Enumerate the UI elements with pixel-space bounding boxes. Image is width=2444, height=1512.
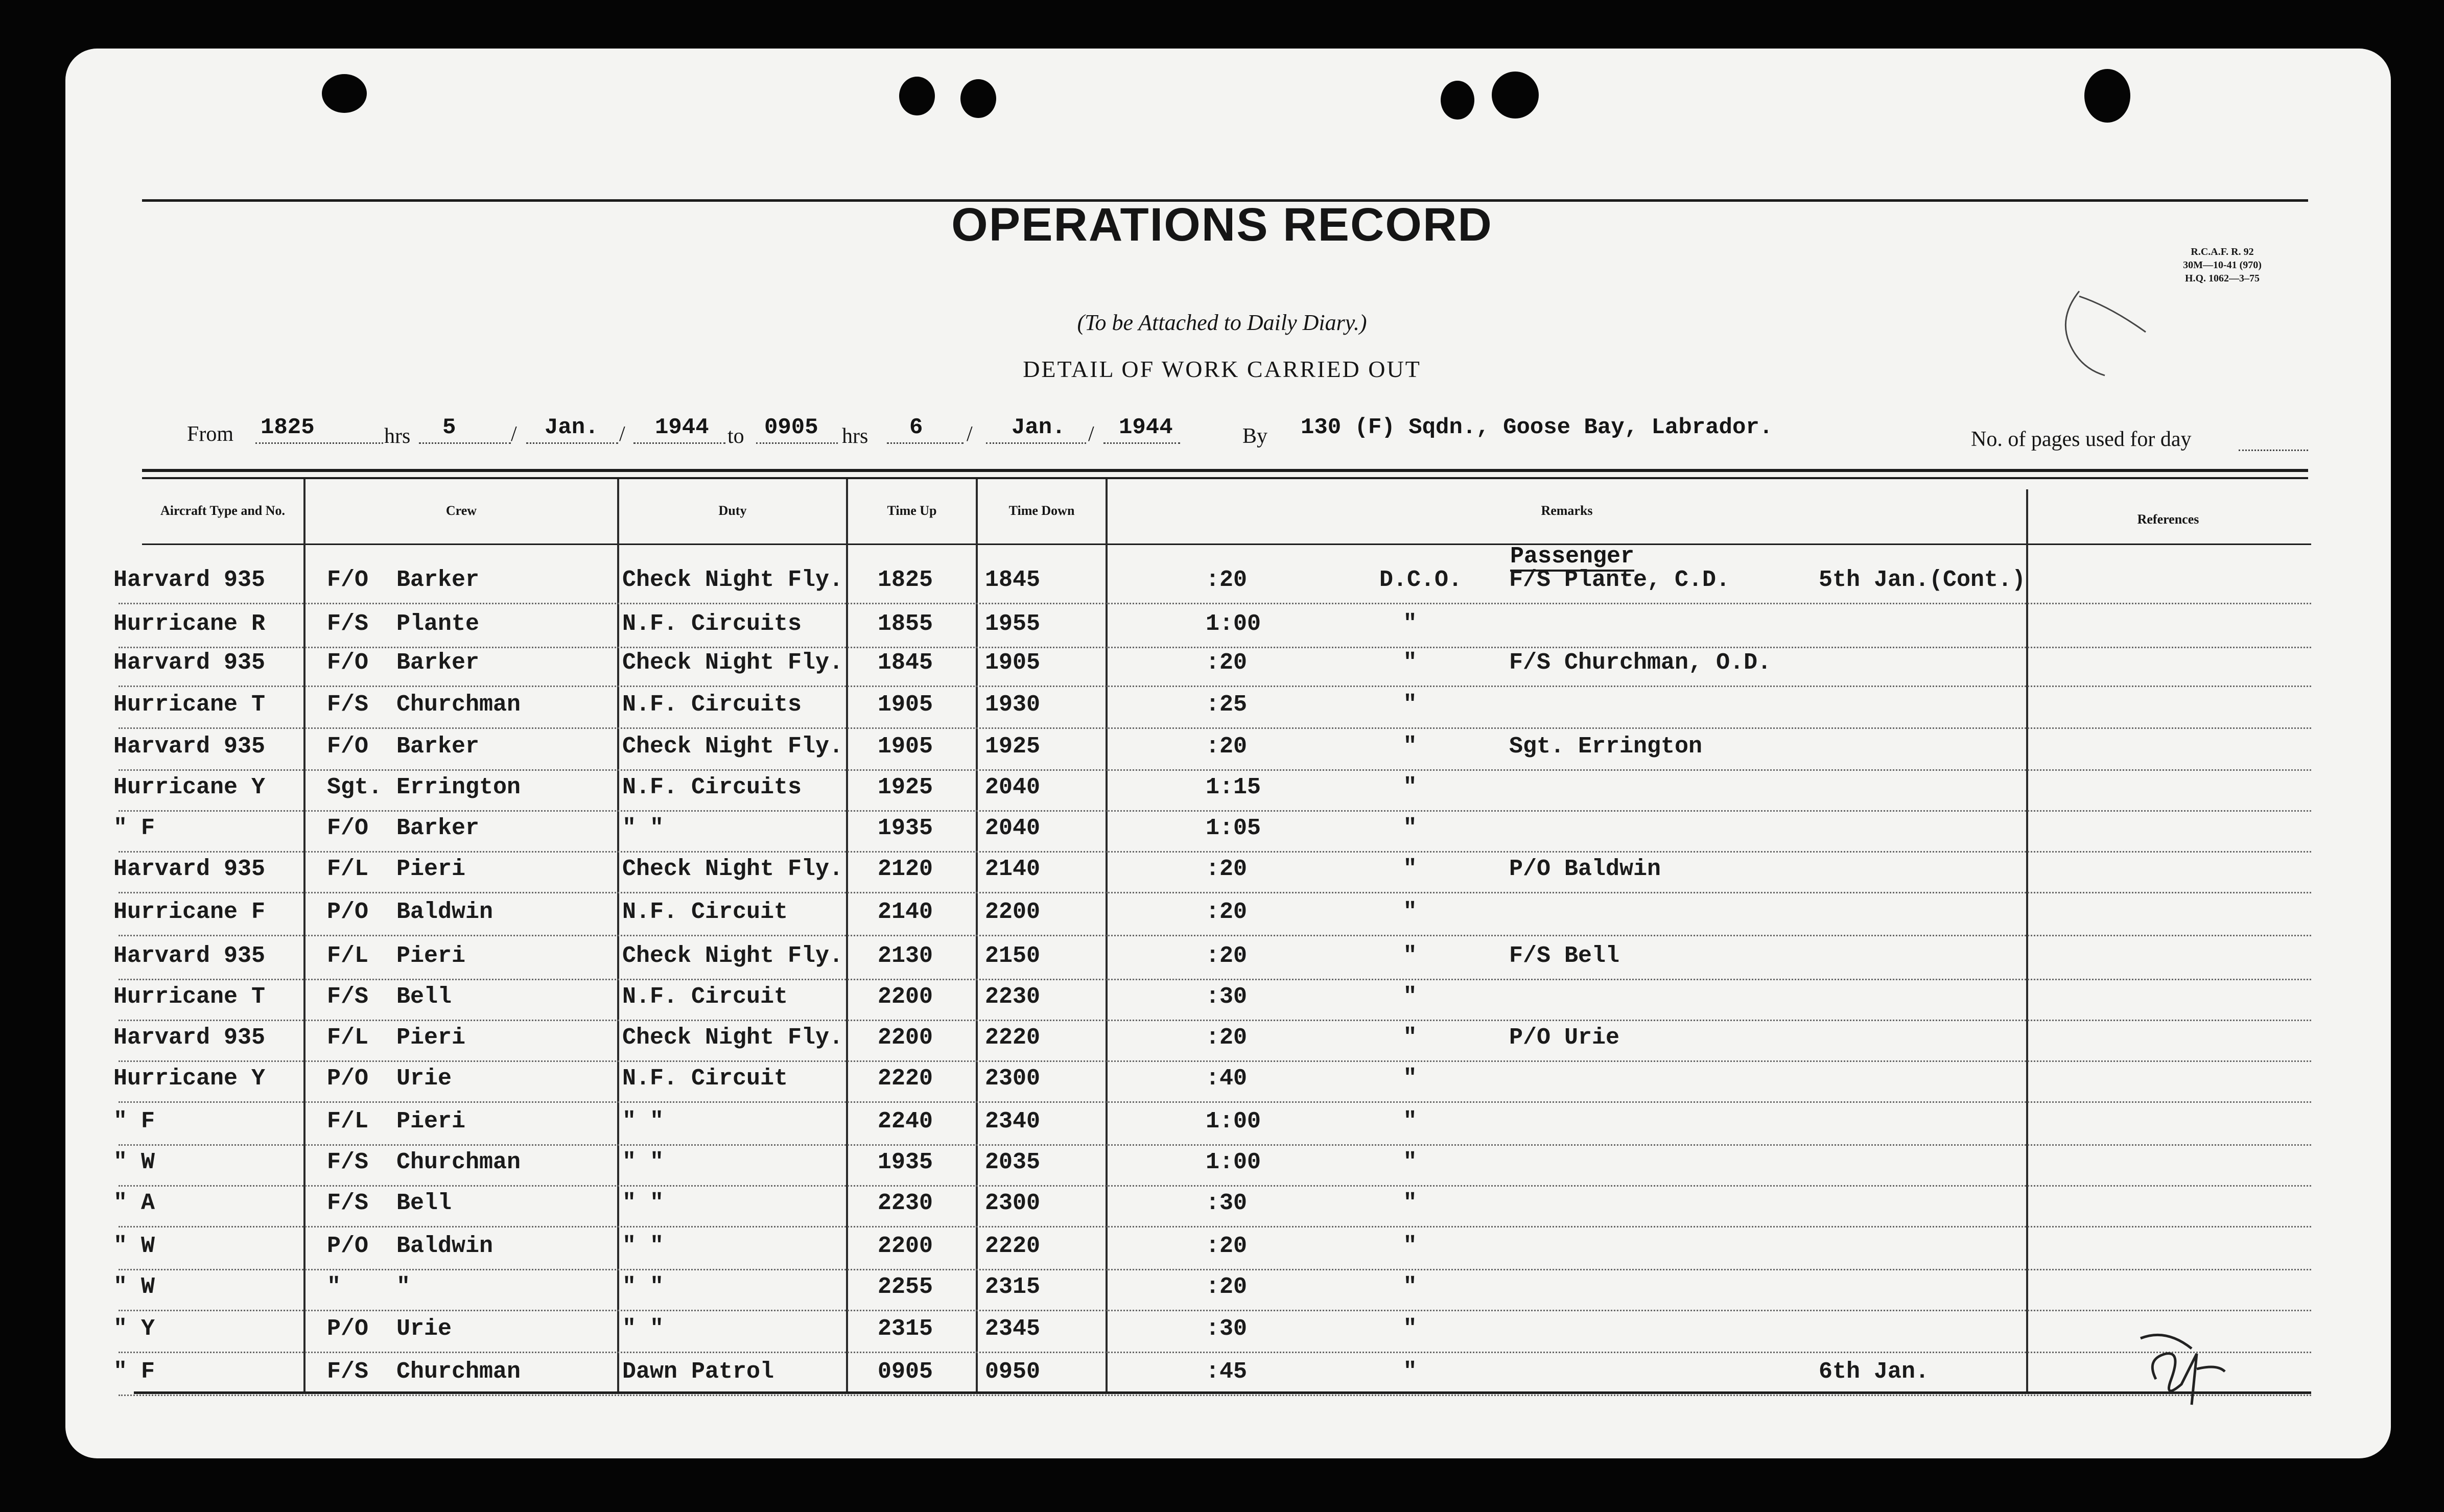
remark-note: 5th Jan.(Cont.) [1819,567,2026,593]
flight-duration: 1:00 [1206,1108,1261,1135]
duty: N.F. Circuit [622,984,788,1010]
time-up: 2200 [878,984,933,1010]
crew-name: Pieri [396,1025,466,1051]
hrs-label: hrs [384,424,411,448]
duty: Check Night Fly. [622,1025,843,1051]
duty: Check Night Fly. [622,567,843,593]
crew-rank: " [327,1274,341,1300]
time-down: 0950 [985,1359,1041,1385]
time-down: 1955 [985,611,1041,637]
duty-code: " [1403,734,1417,760]
slash: / [511,422,517,446]
duty: " " [622,1316,664,1342]
time-up: 2220 [878,1066,933,1092]
aircraft-type: " W [113,1233,155,1259]
page-subtitle: (To be Attached to Daily Diary.) [1077,310,1367,335]
time-down: 2035 [985,1149,1041,1175]
time-up: 1905 [878,692,933,718]
row-separator [119,1144,2311,1146]
row-separator [119,1185,2311,1187]
time-up: 1905 [878,734,933,760]
aircraft-type: Harvard 935 [113,943,266,969]
duty-code: " [1403,1190,1417,1216]
aircraft-type: " Y [113,1316,155,1342]
flight-duration: :20 [1206,650,1248,676]
flight-duration: :20 [1206,943,1248,969]
from-year: 1944 [655,415,709,440]
row-separator [119,769,2311,771]
flight-duration: :30 [1206,1316,1248,1342]
to-month: Jan. [1012,415,1066,440]
duty-header: Duty [718,503,747,518]
to-day: 6 [909,415,923,440]
row-separator [119,810,2311,812]
page-title: OPERATIONS RECORD [951,199,1493,251]
time-up: 1925 [878,774,933,800]
slash: / [619,422,625,446]
crew-rank: F/O [327,650,369,676]
crew-rank: F/L [327,1025,369,1051]
time-up: 2255 [878,1274,933,1300]
aircraft-type: Harvard 935 [113,650,266,676]
punch-hole [322,74,367,113]
duty: Check Night Fly. [622,650,843,676]
references-header: References [2137,512,2199,527]
duty-code: " [1403,1149,1417,1175]
crew-header: Crew [445,503,477,518]
flight-duration: :20 [1206,1274,1248,1300]
aircraft-type: Hurricane Y [113,774,266,800]
crew-name: Pieri [396,856,466,882]
duty-code: " [1403,1066,1417,1092]
duty-code: " [1403,774,1417,800]
time-down: 1925 [985,734,1041,760]
time-down: 2040 [985,815,1041,841]
row-separator [119,892,2311,893]
row-separator [119,1226,2311,1227]
table-bottom-rule [134,1391,2311,1394]
time-up: 2140 [878,899,933,925]
time-down: 2220 [985,1233,1041,1259]
pages-label: No. of pages used for day [1971,428,2192,451]
time-up: 2200 [878,1233,933,1259]
crew-rank: P/O [327,1233,369,1259]
crew-name: Churchman [396,692,521,718]
from-day: 5 [442,415,456,440]
time-down: 1845 [985,567,1041,593]
crew-rank: Sgt. [327,774,383,800]
crew-name: Urie [396,1316,452,1342]
time-down: 2340 [985,1108,1041,1135]
duty-code: " [1403,1359,1417,1385]
duty-code: " [1403,1108,1417,1135]
flight-duration: :20 [1206,1025,1248,1051]
corner-scribble [2049,286,2166,388]
duty-code: " [1403,611,1417,637]
duty-code: " [1403,1316,1417,1342]
row-separator [119,1352,2311,1353]
duty: Check Night Fly. [622,734,843,760]
row-separator [119,1395,2311,1396]
duty: Check Night Fly. [622,856,843,882]
flight-duration: :40 [1206,1066,1248,1092]
aircraft-type: " F [113,1359,155,1385]
flight-duration: :30 [1206,984,1248,1010]
crew-rank: F/L [327,1108,369,1135]
time-up: 1845 [878,650,933,676]
aircraft-type: Harvard 935 [113,734,266,760]
duty-code: D.C.O. [1379,567,1463,593]
initials-signature [2135,1323,2238,1410]
aircraft-type: Harvard 935 [113,856,266,882]
aircraft-type: " W [113,1149,155,1175]
time-down: 1905 [985,650,1041,676]
crew-rank: P/O [327,1316,369,1342]
crew-rank: F/S [327,1149,369,1175]
duty: Dawn Patrol [622,1359,774,1385]
crew-rank: F/S [327,692,369,718]
flight-duration: 1:15 [1206,774,1261,800]
duty-code: " [1403,1233,1417,1259]
row-separator [119,1310,2311,1311]
row-separator [119,603,2311,604]
row-separator [119,727,2311,729]
duty-code: " [1403,856,1417,882]
crew-name: Barker [396,734,480,760]
flight-duration: :45 [1206,1359,1248,1385]
crew-rank: F/O [327,567,369,593]
crew-name: Bell [396,1190,452,1216]
aircraft-type: Hurricane F [113,899,266,925]
squadron: 130 (F) Sqdn., Goose Bay, Labrador. [1301,415,1773,440]
punch-hole [899,77,935,115]
time-down: 2040 [985,774,1041,800]
aircraft-type: Harvard 935 [113,567,266,593]
time-up: 1935 [878,815,933,841]
from-time: 1825 [261,415,315,440]
crew-rank: F/S [327,984,369,1010]
duty-code: " [1403,984,1417,1010]
crew-rank: F/L [327,856,369,882]
time-down: 2150 [985,943,1041,969]
table-top-rule [142,469,2308,472]
slash: / [967,422,973,446]
flight-duration: 1:00 [1206,611,1261,637]
row-separator [119,686,2311,687]
row-separator [119,935,2311,936]
duty: N.F. Circuits [622,774,802,800]
time-down: 1930 [985,692,1041,718]
flight-duration: :20 [1206,1233,1248,1259]
flight-duration: :20 [1206,567,1248,593]
col-divider [2026,489,2028,1391]
flight-duration: :20 [1206,899,1248,925]
duty: " " [622,1108,664,1135]
duty-code: " [1403,1274,1417,1300]
duty: " " [622,1274,664,1300]
duty-code: " [1403,692,1417,718]
to-time: 0905 [764,415,818,440]
flight-duration: 1:00 [1206,1149,1261,1175]
crew-name: Churchman [396,1149,521,1175]
duty-code: " [1403,1025,1417,1051]
remark-note: 6th Jan. [1819,1359,1930,1385]
crew-name: Barker [396,815,480,841]
flight-duration: :30 [1206,1190,1248,1216]
crew-name: Pieri [396,943,466,969]
flight-duration: :20 [1206,734,1248,760]
time-up: 2120 [878,856,933,882]
duty-code: " [1403,650,1417,676]
crew-rank: P/O [327,899,369,925]
time-up: 2315 [878,1316,933,1342]
duty: " " [622,1190,664,1216]
time-up-header: Time Up [887,503,937,518]
punch-hole [1492,72,1539,119]
time-up: 1855 [878,611,933,637]
time-down: 2345 [985,1316,1041,1342]
crew-name: " [396,1274,411,1300]
aircraft-type: Hurricane T [113,984,266,1010]
crew-name: Plante [396,611,480,637]
duty: " " [622,1233,664,1259]
hrs-label: hrs [842,424,868,448]
crew-rank: F/S [327,611,369,637]
time-up: 2130 [878,943,933,969]
row-separator [119,851,2311,853]
row-separator [119,979,2311,980]
aircraft-header: Aircraft Type and No. [160,503,286,518]
row-separator [119,1269,2311,1270]
time-down-header: Time Down [1008,503,1075,518]
flight-duration: 1:05 [1206,815,1261,841]
time-up: 2200 [878,1025,933,1051]
remarks-header: Remarks [1541,503,1593,518]
row-separator [119,647,2311,648]
crew-rank: F/O [327,734,369,760]
crew-name: Barker [396,567,480,593]
slash: / [1088,422,1094,446]
to-year: 1944 [1119,415,1173,440]
crew-name: Pieri [396,1108,466,1135]
duty-code: " [1403,899,1417,925]
crew-rank: F/S [327,1190,369,1216]
duty: " " [622,1149,664,1175]
time-down: 2200 [985,899,1041,925]
duty-code: " [1403,943,1417,969]
duty: Check Night Fly. [622,943,843,969]
crew-name: Baldwin [396,899,494,925]
flight-duration: :20 [1206,856,1248,882]
remark: P/O Baldwin [1509,856,1661,882]
duty: N.F. Circuit [622,899,788,925]
row-separator [119,1060,2311,1062]
from-label: From [187,422,234,446]
remark: F/S Bell [1509,943,1620,969]
by-label: By [1242,424,1268,448]
duty-code: " [1403,815,1417,841]
time-down: 2300 [985,1190,1041,1216]
crew-rank: F/L [327,943,369,969]
duty: " " [622,815,664,841]
row-separator [119,1020,2311,1021]
crew-name: Barker [396,650,480,676]
table-top-rule-2 [142,477,2308,479]
remark: Sgt. Errington [1509,734,1703,760]
time-down: 2220 [985,1025,1041,1051]
punch-hole [960,79,996,118]
crew-name: Baldwin [396,1233,494,1259]
aircraft-type: Hurricane R [113,611,266,637]
crew-rank: F/O [327,815,369,841]
time-up: 1935 [878,1149,933,1175]
time-down: 2140 [985,856,1041,882]
aircraft-type: " F [113,1108,155,1135]
remark: P/O Urie [1509,1025,1620,1051]
row-separator [119,1101,2311,1103]
remark: F/S Plante, C.D. [1509,567,1730,593]
crew-name: Urie [396,1066,452,1092]
detail-heading: DETAIL OF WORK CARRIED OUT [1023,356,1421,382]
time-up: 1825 [878,567,933,593]
duty: N.F. Circuits [622,692,802,718]
time-down: 2230 [985,984,1041,1010]
punch-hole [1441,81,1474,120]
crew-rank: P/O [327,1066,369,1092]
from-month: Jan. [545,415,599,440]
aircraft-type: " A [113,1190,155,1216]
flight-duration: :25 [1206,692,1248,718]
aircraft-type: Harvard 935 [113,1025,266,1051]
time-up: 0905 [878,1359,933,1385]
crew-name: Churchman [396,1359,521,1385]
crew-name: Errington [396,774,521,800]
crew-name: Bell [396,984,452,1010]
aircraft-type: " F [113,815,155,841]
time-up: 2230 [878,1190,933,1216]
header-rule [142,544,2311,545]
passenger-header: Passenger [1510,544,1634,572]
punch-hole [2084,69,2130,123]
aircraft-type: " W [113,1274,155,1300]
aircraft-type: Hurricane Y [113,1066,266,1092]
duty: N.F. Circuits [622,611,802,637]
remark: F/S Churchman, O.D. [1509,650,1772,676]
time-down: 2315 [985,1274,1041,1300]
time-up: 2240 [878,1108,933,1135]
form-reference: R.C.A.F. R. 92 30M—10-41 (970) H.Q. 1062—3–75 [2183,246,2262,284]
duty: N.F. Circuit [622,1066,788,1092]
to-label: to [727,424,744,448]
crew-rank: F/S [327,1359,369,1385]
aircraft-type: Hurricane T [113,692,266,718]
time-down: 2300 [985,1066,1041,1092]
